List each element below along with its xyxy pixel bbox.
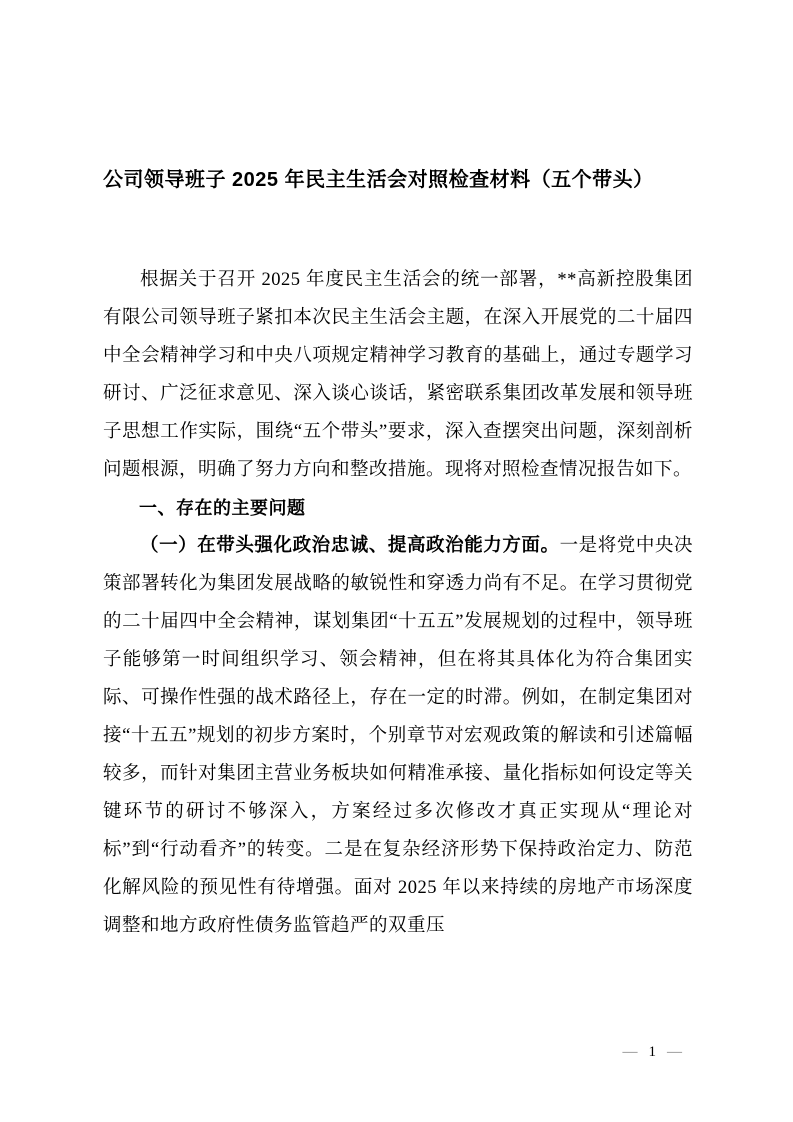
footer-left-dash: — (622, 1044, 639, 1060)
document-content (103, 0, 693, 945)
sub-paragraph-text: 一是将党中央决策部署转化为集团发展战略的敏锐性和穿透力尚有不足。在学习贯彻党的二十届四中全会精神，谋划集团“十五五”发展规划的过程中，领导班子能够第一时间组织学习、领会精神，但在将其具体化为符合集团实际、可操作性强的战术路径上，存在一定的时滞。例如，在制定集团对接“十五五”规划的初步方案时，个别章节对宏观政策的解读和引述篇幅较多，而针对集团主营业务板块如何精准承接、量化指标如何设定等关键环节的研讨不够深入，方案经过多次修改才真正实现从“理论对标”到“行动看齐”的转变。二是在复杂经济形势下保持政治定力、防范化解风险的预见性有待增强。面对 2025 年以来持续的房地产市场深度调整和地方政府性债务监管趋严的双重压 (103, 536, 693, 936)
footer-right-dash: — (667, 1044, 683, 1060)
sub-heading-lead: （一）在带头强化政治忠诚、提高政治能力方面。 (140, 536, 560, 556)
document-title: 公司领导班子 2025 年民主生活会对照检查材料（五个带头） (103, 169, 654, 191)
document-body (103, 261, 693, 945)
page-footer (623, 1042, 684, 1062)
intro-paragraph: 根据关于召开 2025 年度民主生活会的统一部署，**高新控股集团有限公司领导班子紧扣本次民主生活会主题，在深入开展党的二十届四中全会精神学习和中央八项规定精神学习教育的基础上，通过专题学习研讨、广泛征求意见、深入谈心谈话，紧密联系集团改革发展和领导班子思想工作实际，围绕“五个带头”要求，深入查摆突出问题，深刻剖析问题根源，明确了努力方向和整改措施。现将对照检查情况报告如下。 (103, 270, 693, 480)
section-1-sub-1-paragraph (103, 527, 693, 945)
section-1-heading: 一、存在的主要问题 (139, 498, 306, 518)
page-number: 1 (648, 1044, 657, 1060)
